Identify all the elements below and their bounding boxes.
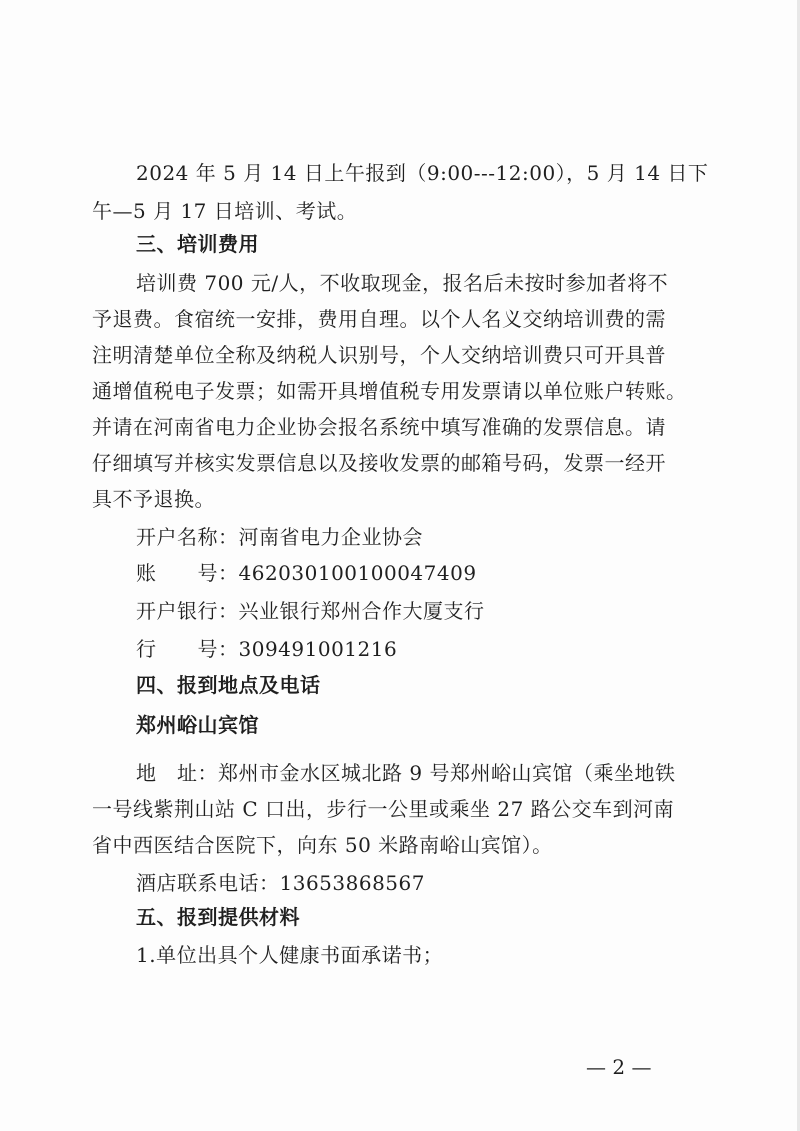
hotel-phone-label: 酒店联系电话： bbox=[136, 871, 280, 895]
account-number-label: 账 号： bbox=[136, 561, 239, 585]
bank-number-row bbox=[0, 634, 800, 664]
hotel-phone-value: 13653868567 bbox=[279, 871, 425, 895]
page-number: — 2 — bbox=[586, 1055, 652, 1079]
fee-paragraph-line-5: 并请在河南省电力企业协会报名系统中填写准确的发票信息。请 bbox=[92, 415, 666, 439]
section-heading-materials: 五、报到提供材料 bbox=[136, 905, 300, 929]
report-time-line-1: 2024 年 5 月 14 日上午报到（9:00---12:00），5 月 14 日下 bbox=[136, 161, 709, 185]
fee-paragraph-line-1: 培训费 700 元/人，不收取现金，报名后未按时参加者将不 bbox=[136, 271, 669, 295]
bank-value: 兴业银行郑州合作大厦支行 bbox=[238, 599, 485, 623]
account-name-row bbox=[0, 522, 800, 552]
address-line-2: 一号线紫荆山站 C 口出，步行一公里或乘坐 27 路公交车到河南 bbox=[92, 797, 675, 821]
section-heading-location: 四、报到地点及电话 bbox=[136, 673, 321, 697]
account-name-value: 河南省电力企业协会 bbox=[238, 525, 423, 549]
bank-number-value: 309491001216 bbox=[238, 637, 398, 661]
address-line-3: 省中西医结合医院下，向东 50 米路南峪山宾馆）。 bbox=[92, 833, 553, 857]
address-label: 地 址： bbox=[136, 761, 218, 785]
account-number-row bbox=[0, 558, 800, 588]
fee-paragraph-line-4: 通增值税电子发票；如需开具增值税专用发票请以单位账户转账。 bbox=[92, 379, 687, 403]
report-time-line-2: 午—5 月 17 日培训、考试。 bbox=[92, 199, 358, 223]
fee-paragraph-line-7: 具不予退换。 bbox=[92, 487, 215, 511]
fee-paragraph-line-6: 仔细填写并核实发票信息以及接收发票的邮箱号码，发票一经开 bbox=[92, 451, 666, 475]
fee-paragraph-line-2: 予退费。食宿统一安排，费用自理。以个人名义交纳培训费的需 bbox=[92, 307, 666, 331]
bank-number-label: 行 号： bbox=[136, 637, 239, 661]
address-value: 郑州市金水区城北路 9 号郑州峪山宾馆（乘坐地铁 bbox=[218, 761, 676, 785]
account-number-value: 462030100100047409 bbox=[238, 561, 477, 585]
account-name-label: 开户名称： bbox=[136, 525, 239, 549]
section-heading-training-fee: 三、培训费用 bbox=[136, 232, 259, 256]
address-row bbox=[0, 758, 800, 788]
bank-label: 开户银行： bbox=[136, 599, 239, 623]
fee-paragraph-line-3: 注明清楚单位全称及纳税人识别号，个人交纳培训费只可开具普 bbox=[92, 343, 666, 367]
hotel-name: 郑州峪山宾馆 bbox=[136, 713, 259, 737]
bank-row bbox=[0, 596, 800, 626]
materials-item-1: 1.单位出具个人健康书面承诺书； bbox=[136, 943, 444, 967]
hotel-phone-row bbox=[0, 868, 800, 898]
